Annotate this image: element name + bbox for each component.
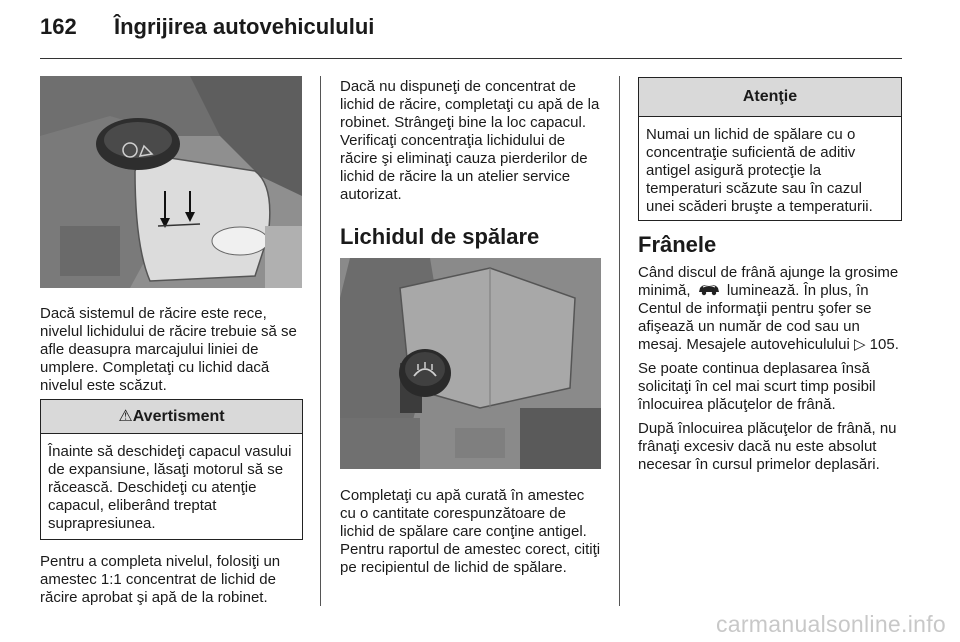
attention-text: Numai un lichid de spălare cu o concentraţie suficientă de aditiv antigel asigură protecţie la temperaturi scăzute sau în cazul unei scăderi bruşte a temperaturii. — [646, 126, 873, 215]
coolant-water-text: Dacă nu dispuneţi de concentrat de lichid de răcire, completaţi cu apă de la robinet. Strângeţi bine la loc capacul. Verificaţi concentraţia lichidului de răcire şi eliminaţi cauza pierderilor de lichid de răcire la un atelier service autorizat. — [340, 78, 600, 203]
warning-box-body — [41, 434, 302, 533]
washer-reservoir-illustration — [340, 258, 601, 469]
column-divider-1 — [320, 76, 321, 606]
car-service-icon — [697, 283, 721, 296]
column-1-paragraph-1 — [40, 305, 302, 395]
coolant-reservoir-illustration — [40, 76, 302, 288]
column-3-text — [638, 264, 900, 474]
page-reference[interactable]: 105. — [869, 336, 899, 353]
warning-title: Avertisment — [132, 408, 225, 425]
brakes-text-part-1: Când discul de frână ajunge la grosime minimă, — [638, 264, 899, 299]
warning-box-header — [41, 400, 302, 434]
brakes-heading: Frânele — [638, 232, 717, 257]
coolant-mix-text: Pentru a completa nivelul, folosiţi un amestec 1:1 concentrat de lichid de răcire aprobat şi apă de la robinet. — [40, 553, 281, 606]
warning-triangle-glyph: ⚠ — [118, 408, 133, 425]
brakes-paragraph-2: Se poate continua deplasarea însă solicitaţi în cel mai scurt timp posibil înlocuirea plăcuţelor de frână. — [638, 360, 876, 413]
warning-text: Înainte să deschideţi capacul vasului de expansiune, lăsaţi motorul să se răcească. Deschideţi cu atenţie capacul, eliberând treptat suprapresiunea. — [48, 443, 292, 532]
coolant-level-text: Dacă sistemul de răcire este rece, nivelul lichidului de răcire trebuie să se afle deasupra marcajului liniei de umplere. Completaţi cu lichid dacă nivelul este scăzut. — [40, 305, 297, 394]
page-number: 162 — [40, 14, 77, 39]
column-divider-2 — [619, 76, 620, 606]
header-divider — [40, 58, 902, 59]
warning-box — [40, 399, 303, 540]
watermark: carmanualsonline.info — [715, 611, 946, 637]
brakes-paragraph-3: După înlocuirea plăcuţelor de frână, nu frânaţi excesiv dacă nu este absolut necesar în cursul primelor deplasări. — [638, 420, 897, 473]
brakes-paragraph-1 — [638, 264, 900, 354]
brakes-text-part-2: luminează. În plus, în Centul de informaţii pentru şofer se afişează un număr de cod sau un mesaj. Mesajele autovehiculului — [638, 282, 872, 353]
attention-title: Atenţie — [742, 88, 798, 105]
page-title: Îngrijirea autovehiculului — [114, 14, 375, 39]
column-2-paragraph-1 — [340, 78, 602, 204]
attention-box-body — [639, 117, 901, 216]
attention-box-header — [639, 78, 901, 117]
washer-fluid-text: Completaţi cu apă curată în amestec cu o cantitate corespunzătoare de lichid de spălare care conţine antigel. Pentru raportul de amestec corect, citiţi pe recipientul de lichid de spălare. — [340, 487, 601, 576]
attention-box — [638, 77, 902, 221]
reference-arrow-icon: ▷ — [853, 336, 866, 353]
column-1-paragraph-2 — [40, 553, 302, 607]
column-2-paragraph-2 — [340, 487, 602, 577]
washer-fluid-heading: Lichidul de spălare — [340, 224, 540, 249]
washer-reservoir-photo — [340, 258, 601, 469]
coolant-reservoir-photo — [40, 76, 302, 288]
